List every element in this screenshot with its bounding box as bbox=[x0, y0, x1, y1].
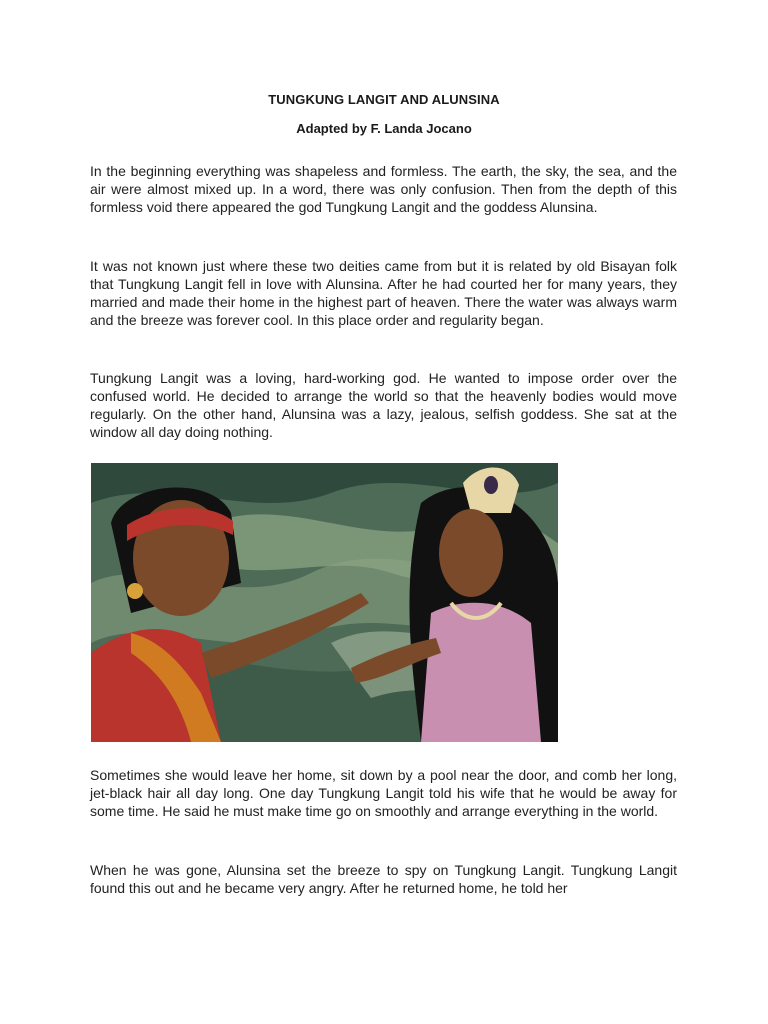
document-title: TUNGKUNG LANGIT AND ALUNSINA bbox=[268, 92, 500, 107]
paragraph-3: Tungkung Langit was a loving, hard-working god. He wanted to impose order over the confused world. He decided to arrange the world so that the heavenly bodies would move regularly. On the other hand, Alunsina was a lazy, jealous, selfish goddess. She sat at the window all day doing nothing. bbox=[90, 370, 677, 440]
paragraph-5: When he was gone, Alunsina set the breeze to spy on Tungkung Langit. Tungkung Langit found this out and he became very angry. After he returned home, he told her bbox=[90, 862, 677, 896]
paragraph-2: It was not known just where these two deities came from but it is related by old Bisayan folk that Tungkung Langit fell in love with Alunsina. After he had courted her for many years, they married and made their home in the highest part of heaven. There the water was always warm and the breeze was forever cool. In this place order and regularity began. bbox=[90, 258, 677, 328]
illustration-drawing bbox=[91, 463, 558, 742]
document-subtitle: Adapted by F. Landa Jocano bbox=[296, 121, 472, 136]
paragraph-1: In the beginning everything was shapeless and formless. The earth, the sky, the sea, and the air were almost mixed up. In a word, there was only confusion. Then from the depth of this formless void there appeared the god Tungkung Langit and the goddess Alunsina. bbox=[90, 163, 677, 215]
paragraph-4: Sometimes she would leave her home, sit down by a pool near the door, and comb her long, jet-black hair all day long. One day Tungkung Langit told his wife that he would be away for some time. He said he must make time go on smoothly and arrange everything in the world. bbox=[90, 767, 677, 819]
story-illustration bbox=[91, 463, 558, 742]
